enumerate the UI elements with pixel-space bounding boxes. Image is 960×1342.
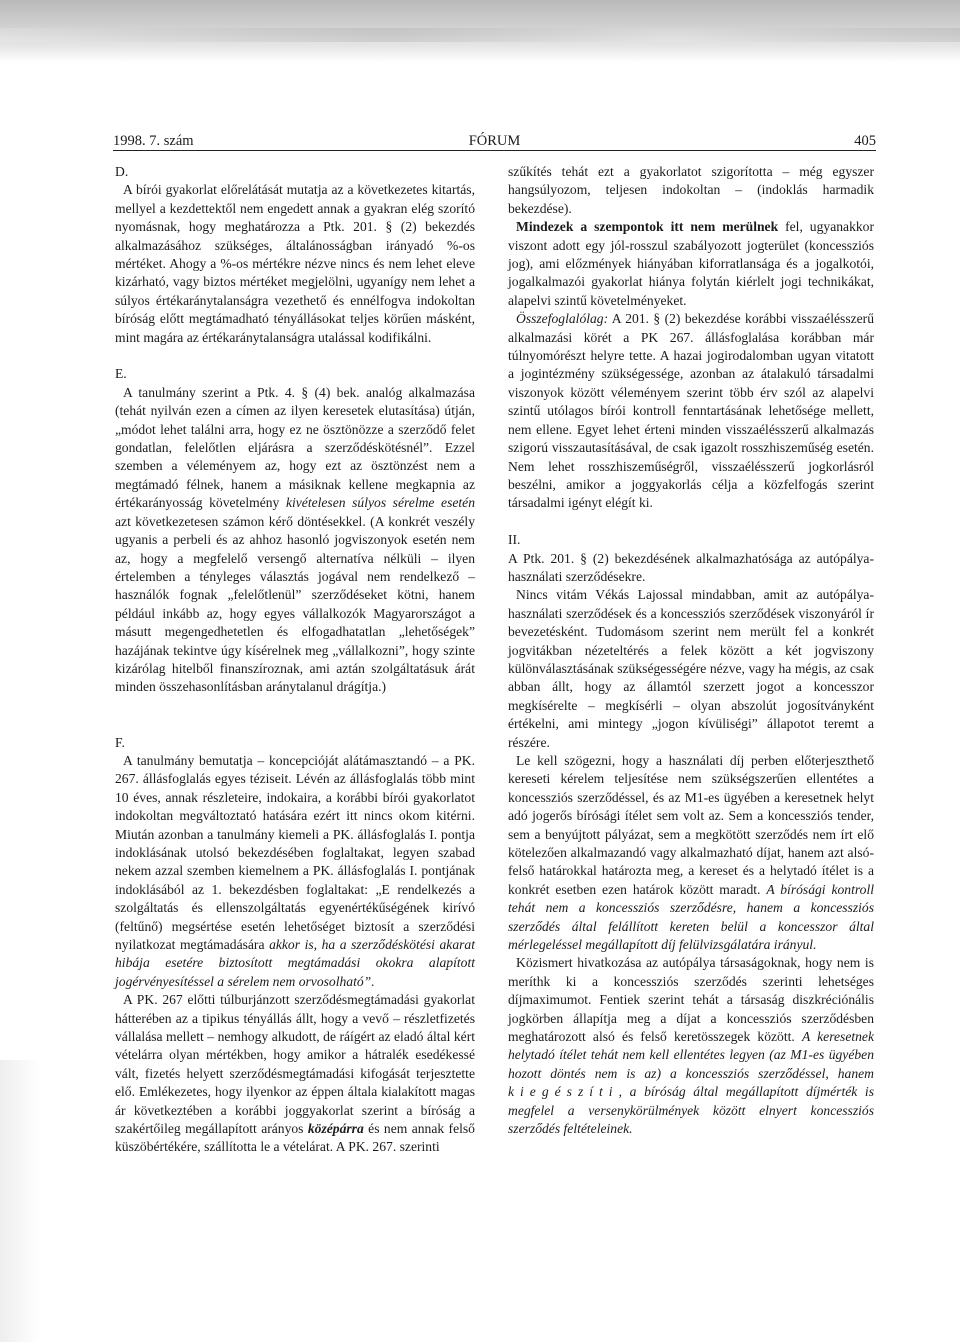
section-f-paragraph-2 [115, 991, 475, 1157]
section-d-paragraph: A bírói gyakorlat előrelátását mutatja az a következetes kitartás, mellyel a kezdettektől nem engedett annak a gyakran elég szorító nyomásnak, hogy meghatározza a Ptk. 201. § (2) bekezdés alkalmazásához szükséges, általánosságban irányadó %-os mértéket. Ahogy a %-os mértékre nézve nincs és nem lehet eleve kizárható, vagy biztos mértéket megjelölni, ugyanígy nem lehet a súlyos értékaránytalanságra vezethető és ennélfogva indokoltan bíróság előtt megtámadható tényállásokat teljes körűen másként, mint magára az értékaránytalanságra utalással kodifikálni. [115, 182, 475, 345]
section-ii-heading: II. [508, 532, 521, 548]
text-run: fel, ugyanakkor viszont adott egy jól-rosszul szabályozott jogterület (koncessziós jog), ami előzmények hiányában kiforratlansága és a jogalkotói, jogalkalmazói gyakorlat hiánya folytán kiérlelt jogi technikákat, alapelvi szintű követelményeket. [508, 219, 874, 308]
section-d-heading: D. [115, 164, 129, 179]
section-f-heading: F. [115, 734, 125, 750]
section-ii-paragraph-3 [508, 954, 874, 1138]
text-run: azt következetesen számon kérő döntésekkel. (A konkrét veszély ugyanis a perbeli és az ahhoz hasonló jogviszonyok esetén nem az, hogy a megfelelő versengő alternatíva nélküli – ilyen értelemben a tényleges választás jogával nem rendelkező – használók fognak „felelőtlenül” szerződéseket kötni, hanem például inkább az, hogy egyes vállalkozók Magyarországot a másutt megengedhetetlen és elfogadhatatlan „lehetőségek” hazájának tekintve úgy kísérelnek meg „vállalkozni”, hogy szinte kizárólag hitelből finanszíroznak, ami aztán szolgáltatásuk árát minden összehasonlításban aránytalanul drágítja.) [115, 513, 475, 695]
italic-run: kivételesen súlyos sérelme esetén [285, 495, 475, 511]
paragraph-summary [508, 310, 874, 512]
scan-shadow-top [0, 0, 960, 62]
italic-run: , a bíróság által megállapított díjmérték is megfelel a versenykörülmények között elnyert koncessziós szerződés feltételeinek. [508, 1084, 874, 1137]
section-e-heading: E. [115, 366, 127, 382]
section-ii-paragraph-1: Nincs vitám Vékás Lajossal mindabban, amit az autópálya-használati szerződések és a koncessziós szerződések viszonyáról ír bevezetésként. Tudomásom szerint nem merült fel a konkrét jogvitákban nézeteltérés a felek között a két jogviszony különválasztásának szükségességére nézve, vagy ha mégis, az csak abban állt, hogy az államtól szerzett jogot a koncesszor megkísérelte – megkísérli – olyan abszolút jogosítványként értékelni, ami mintegy „jogon kívüliségi” állapotot teremt a részére. [508, 587, 874, 750]
text-run: A tanulmány szerint a Ptk. 4. § (4) bek. analóg alkalmazása (tehát nyilván ezen a címen az ilyen keresetek elutasítása) útján, „módot lehet találni arra, hogy ez ne ösztönözze a szerződő felet gondatlan, felelőtlen eljárásra a szerződéskötésnél”. Ezzel szemben a véleményem az, hogy ezt az ösztönzést nem a megtámadó félnek, hanem a másiknak kellene megkapnia az értékarányosság követelmény [115, 384, 475, 511]
paragraph-scope [508, 218, 874, 310]
issue-label: 1998. 7. szám [113, 133, 194, 149]
running-header [113, 132, 876, 150]
italic-run: akkor is, ha a szerződéskötési akarat hibája esetére biztosított megtámadási okokra alapított jogérvényesítéssel a sérelem nem orvosolható [115, 937, 475, 989]
text-run: és nem annak felső küszöbértékére, szállította le a vételárat. A PK. 267. szerinti [115, 1121, 475, 1155]
text-run: Le kell szögezni, hogy a használati díj perben előterjeszthető kereseti kérelem teljesítése nem szükségszerűen ellentétes a koncessziós szerződéssel, és az M1-es ügyében a keresetnek helyt adó jogerős bírósági ítélet sem volt az. Sem a koncessziós tender, sem a benyújtott pályázat, sem a megkötött szerződés nem írt elő kötelezően alkalmazandó vagy alkalmazható díjat, hanem azt alsó-felső határokkal határozta meg, a kereset és a helytadó ítélet is a konkrét esetben ezen határok között maradt. [508, 752, 874, 897]
section-ii-title: A Ptk. 201. § (2) bekezdésének alkalmazhatósága az autópálya-használati szerződésekre. [508, 550, 874, 584]
text-run: A tanulmány bemutatja – koncepcióját alátámasztandó – a PK. 267. állásfoglalás egyes téziseit. Lévén az állásfoglalás több mint 10 éves, annak részleteire, indokaira, a korábbi bírói gyakorlatot indokoltan megváltoztató hatására ezért itt nincs okom kitérni. Miután azonban a tanulmány kiemeli a PK. állásfoglalás I. pontja indoklásának utolsó bekezdésében foglaltakat, legyen szabad nekem azzal szemben kiemelnem a PK. állásfoglalás I. pontjának indoklásából az 1. bekezdésben foglaltakat: „E rendelkezés a szolgáltatás és ellenszolgáltatás egyenértékűségének kirívó (feltűnő) megsértése esetén lehetőséget biztosít a szerződési nyilatkozat megtámadására [115, 752, 475, 953]
text-run: A 201. § (2) bekezdése korábbi visszaélésszerű alkalmazási körét a PK 267. állásfoglalása korábban már túlnyomórészt helyre tette. A hazai jogirodalomban ugyan vitatott a jogintézmény szükségessége, azonban az átalakuló társadalmi viszonyok között véleményem szerint több érv szól az alapelvi szintű utólagos bírói kontroll fenntartásának lehetősége mellett, nem ellene. Egyet lehet érteni minden visszaélésszerű alkalmazás szigorú visszautasításával, de csak igazolt rosszhiszeműség esetén. Nem lehet rosszhiszeműségről, visszaélésszerű jogkorlásról beszélni, amikor a joggyakorlás célja a közfelfogás szerint társadalmi igényt elégít ki. [508, 311, 874, 511]
section-e-paragraph [115, 384, 475, 697]
text-run: A PK. 267 előtti túlburjánzott szerződésmegtámadási gyakorlat hátterében az a tipikus tényállás állt, hogy a vevő – részletfizetés vállalása mellett – nemhogy alkudott, de ráígért az eladó által kért vételárra olyan mértékben, hogy amikor a hátralék esedékessé vált, fizetés helyett szerződésmegtámadási kifogását terjesztette elő. Emlékezetes, hogy ilyenkor az éppen általa kialakított magas ár következtében a korábbi joggyakorlat szerint a bíróság a szakértőileg megállapított arányos [115, 992, 475, 1137]
italic-run: A keresetnek helytadó ítélet tehát nem kell ellentétes legyen (az M1-es ügyében hozott döntés nem is az) a koncessziós szerződéssel, hanem [508, 1029, 874, 1081]
spaced-italic-run: kiegészíti [508, 1084, 619, 1100]
section-f-paragraph-1 [115, 752, 475, 991]
scan-shadow-left [0, 1060, 40, 1342]
section-ii-paragraph-2 [508, 752, 874, 954]
text-run: ”. [363, 973, 375, 989]
page-number: 405 [854, 133, 876, 149]
continuation-paragraph: szűkítés tehát ezt a gyakorlatot szigorította – még egyszer hangsúlyozom, teljesen indokoltan – (indoklás harmadik bekezdése). [508, 164, 874, 216]
bold-italic-run: középárra [307, 1121, 364, 1137]
italic-run: A bírósági kontroll tehát nem a koncessziós szerződésre, hanem a koncessziós szerződés által felállított kereten belül a koncesszor által mérlegeléssel megállapított díj felülvizsgálatára irányul. [508, 881, 875, 953]
bold-run: Mindezek a szempontok itt nem merülnek [516, 219, 779, 235]
header-rule [113, 150, 876, 151]
right-column [508, 163, 874, 1139]
text-run: Közismert hivatkozása az autópálya társaságoknak, hogy nem is meríthk ki a koncessziós szerződés szerinti lehetséges díjmaximumot. Fentiek szerint tehát a társaság diszkréciónális jogkörben állapítja meg a díjat a koncessziós szerződésben meghatározott alsó és felső keretösszegek között. [508, 955, 874, 1045]
left-column [115, 163, 475, 1157]
italic-run: Összefoglalólag: [516, 311, 609, 327]
journal-title: FÓRUM [468, 133, 521, 149]
